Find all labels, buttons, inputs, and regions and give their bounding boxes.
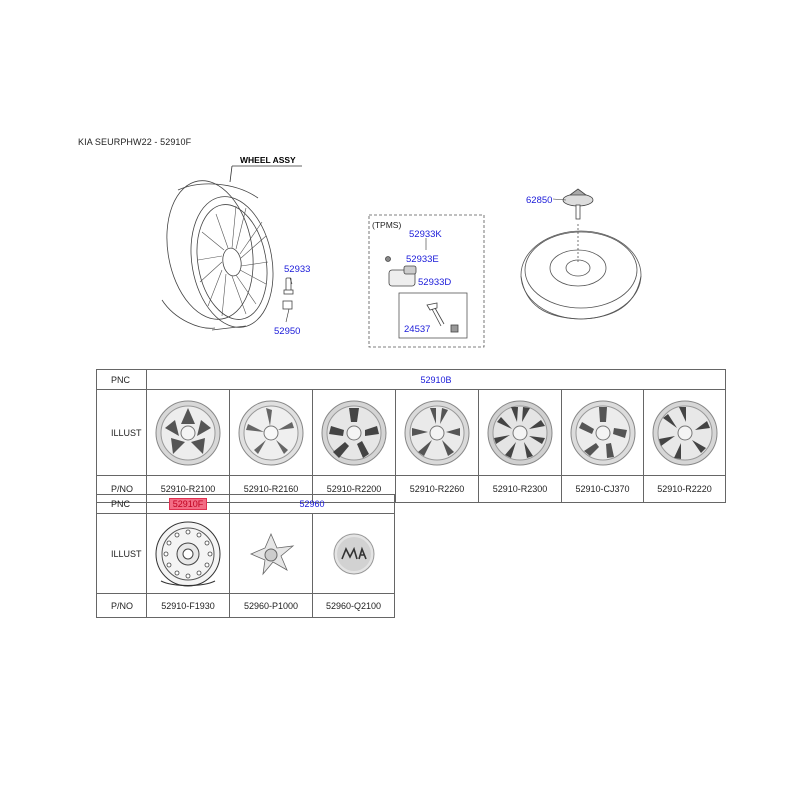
row-label-illust: ILLUST — [97, 514, 147, 594]
wheel-illust-cell[interactable] — [396, 390, 479, 476]
wheel-assy-group — [230, 155, 302, 182]
spare-tire-drawing — [521, 224, 641, 319]
alloy-wheel-image — [485, 398, 555, 468]
row-label-pno: P/NO — [97, 476, 147, 503]
tpms-label: (TPMS) — [372, 220, 402, 230]
callout-52933d[interactable]: 52933D — [418, 277, 452, 288]
callout-52933e[interactable]: 52933E — [406, 254, 439, 265]
callout-52933k[interactable]: 52933K — [409, 229, 442, 240]
alloy-wheel-image — [402, 398, 472, 468]
wheel-illust-cell[interactable] — [147, 514, 230, 594]
row-label-pnc: PNC — [97, 495, 147, 514]
wheel-assembly-drawing — [156, 174, 282, 334]
callout-52950[interactable]: 52950 — [274, 326, 301, 337]
pnc-52960-link[interactable]: 52960 — [299, 499, 325, 509]
part-number-cell[interactable]: 52910-F1930 — [147, 594, 230, 618]
row-label-pnc: PNC — [97, 370, 147, 390]
wheel-assy-label: WHEEL ASSY — [240, 155, 296, 165]
row-label-pno: P/NO — [97, 594, 147, 618]
part-number-cell[interactable]: 52910-R2200 — [313, 476, 396, 503]
part-number-cell[interactable]: 52910-R2220 — [644, 476, 726, 503]
part-number-cell[interactable]: 52960-P1000 — [230, 594, 313, 618]
nut-52950-drawing — [283, 301, 292, 309]
exploded-diagram — [0, 0, 800, 370]
part-number-cell[interactable]: 52910-CJ370 — [562, 476, 644, 503]
callout-62850[interactable]: 62850 — [526, 195, 553, 206]
valve-stem-drawing — [427, 303, 458, 332]
valve-52933-drawing — [284, 278, 293, 294]
hubcap-illust-cell[interactable] — [230, 514, 313, 594]
catalog-header: KIA SEURPHW22 - 52910F — [78, 137, 192, 147]
part-number-cell[interactable]: 52910-R2160 — [230, 476, 313, 503]
row-label-illust: ILLUST — [97, 390, 147, 476]
wheel-illust-cell[interactable] — [562, 390, 644, 476]
alloy-wheel-image — [236, 398, 306, 468]
kia-emblem-cap-image — [324, 524, 384, 584]
wheel-illust-cell[interactable] — [644, 390, 726, 476]
pnc-52910b-link[interactable]: 52910B — [420, 374, 452, 385]
parts-table-52910b — [96, 369, 726, 503]
hubcap-illust-cell[interactable] — [313, 514, 395, 594]
steel-wheel-image — [153, 519, 223, 589]
part-number-cell[interactable]: 52910-R2100 — [147, 476, 230, 503]
alloy-wheel-image — [568, 398, 638, 468]
callout-52933[interactable]: 52933 — [284, 264, 311, 275]
wheel-illust-cell[interactable] — [147, 390, 230, 476]
spare-tire-holder-drawing — [563, 189, 593, 219]
alloy-wheel-image — [319, 398, 389, 468]
alloy-wheel-image — [153, 398, 223, 468]
wheel-illust-cell[interactable] — [230, 390, 313, 476]
alloy-wheel-image — [650, 398, 720, 468]
pnc-52910f-selected[interactable]: 52910F — [169, 498, 208, 510]
part-number-cell[interactable]: 52960-Q2100 — [313, 594, 395, 618]
part-number-cell[interactable]: 52910-R2300 — [479, 476, 562, 503]
callout-24537[interactable]: 24537 — [404, 324, 431, 335]
wheel-illust-cell[interactable] — [313, 390, 396, 476]
part-number-cell[interactable]: 52910-R2260 — [396, 476, 479, 503]
parts-table-52910f — [96, 494, 395, 618]
wheel-illust-cell[interactable] — [479, 390, 562, 476]
center-cap-star-image — [241, 524, 301, 584]
